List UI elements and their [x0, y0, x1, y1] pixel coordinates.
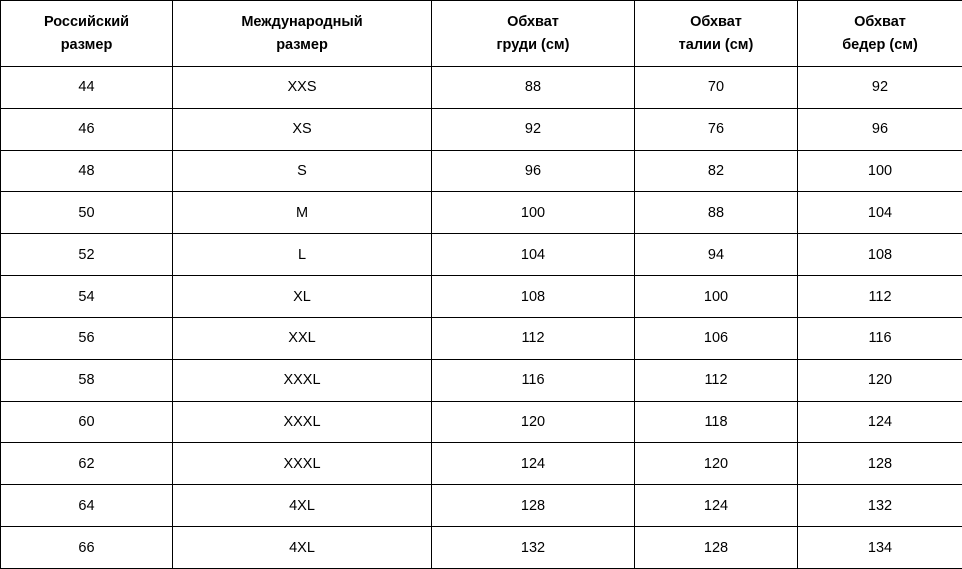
cell-hips: 132: [798, 485, 962, 527]
cell-russian-size: 44: [1, 67, 173, 109]
cell-russian-size: 56: [1, 317, 173, 359]
table-row: [1, 192, 962, 234]
table-body: [1, 67, 962, 569]
cell-international-size: XXXL: [173, 443, 432, 485]
cell-waist: 88: [635, 192, 798, 234]
cell-waist: 112: [635, 359, 798, 401]
table-row: [1, 359, 962, 401]
cell-chest: 100: [432, 192, 635, 234]
cell-international-size: S: [173, 150, 432, 192]
column-header-chest: [432, 1, 635, 67]
cell-russian-size: 50: [1, 192, 173, 234]
table-row: [1, 485, 962, 527]
cell-international-size: XXXL: [173, 401, 432, 443]
column-header-line2: талии (см): [678, 36, 754, 53]
cell-chest: 92: [432, 108, 635, 150]
cell-hips: 120: [798, 359, 962, 401]
column-header-international-size: [173, 1, 432, 67]
table-row: [1, 234, 962, 276]
cell-russian-size: 52: [1, 234, 173, 276]
table-row: [1, 150, 962, 192]
column-header-line1: Обхват: [507, 14, 559, 31]
cell-international-size: XXXL: [173, 359, 432, 401]
cell-international-size: XXS: [173, 67, 432, 109]
column-header-line2: размер: [60, 36, 113, 53]
cell-chest: 124: [432, 443, 635, 485]
cell-waist: 118: [635, 401, 798, 443]
table-row: [1, 108, 962, 150]
column-header-waist: [635, 1, 798, 67]
cell-international-size: L: [173, 234, 432, 276]
cell-russian-size: 66: [1, 527, 173, 569]
cell-international-size: M: [173, 192, 432, 234]
cell-chest: 116: [432, 359, 635, 401]
cell-hips: 104: [798, 192, 962, 234]
column-header-line2: бедер (см): [842, 36, 918, 53]
cell-russian-size: 46: [1, 108, 173, 150]
cell-international-size: XL: [173, 276, 432, 318]
cell-hips: 134: [798, 527, 962, 569]
cell-waist: 128: [635, 527, 798, 569]
cell-chest: 132: [432, 527, 635, 569]
cell-chest: 108: [432, 276, 635, 318]
cell-russian-size: 64: [1, 485, 173, 527]
cell-hips: 128: [798, 443, 962, 485]
cell-chest: 120: [432, 401, 635, 443]
cell-waist: 120: [635, 443, 798, 485]
cell-chest: 96: [432, 150, 635, 192]
cell-hips: 96: [798, 108, 962, 150]
table-header-row: [1, 1, 962, 67]
cell-chest: 88: [432, 67, 635, 109]
cell-hips: 124: [798, 401, 962, 443]
column-header-hips: [798, 1, 962, 67]
column-header-line2: груди (см): [496, 36, 570, 53]
cell-waist: 76: [635, 108, 798, 150]
cell-russian-size: 60: [1, 401, 173, 443]
cell-chest: 112: [432, 317, 635, 359]
table-row: [1, 527, 962, 569]
cell-waist: 82: [635, 150, 798, 192]
cell-international-size: XS: [173, 108, 432, 150]
table-header: [1, 1, 962, 67]
column-header-line1: Российский: [43, 14, 130, 31]
table-row: [1, 317, 962, 359]
cell-waist: 94: [635, 234, 798, 276]
cell-russian-size: 58: [1, 359, 173, 401]
cell-hips: 108: [798, 234, 962, 276]
cell-international-size: XXL: [173, 317, 432, 359]
column-header-russian-size: [1, 1, 173, 67]
cell-russian-size: 48: [1, 150, 173, 192]
table-row: [1, 443, 962, 485]
column-header-line1: Обхват: [854, 14, 906, 31]
column-header-line1: Международный: [241, 14, 363, 31]
cell-international-size: 4XL: [173, 485, 432, 527]
cell-hips: 92: [798, 67, 962, 109]
column-header-line1: Обхват: [690, 14, 742, 31]
cell-hips: 112: [798, 276, 962, 318]
cell-waist: 70: [635, 67, 798, 109]
column-header-line2: размер: [276, 36, 328, 53]
table-row: [1, 401, 962, 443]
cell-russian-size: 54: [1, 276, 173, 318]
cell-hips: 100: [798, 150, 962, 192]
cell-chest: 104: [432, 234, 635, 276]
cell-international-size: 4XL: [173, 527, 432, 569]
cell-hips: 116: [798, 317, 962, 359]
table-row: [1, 67, 962, 109]
cell-waist: 106: [635, 317, 798, 359]
table-row: [1, 276, 962, 318]
cell-waist: 100: [635, 276, 798, 318]
cell-chest: 128: [432, 485, 635, 527]
cell-russian-size: 62: [1, 443, 173, 485]
cell-waist: 124: [635, 485, 798, 527]
